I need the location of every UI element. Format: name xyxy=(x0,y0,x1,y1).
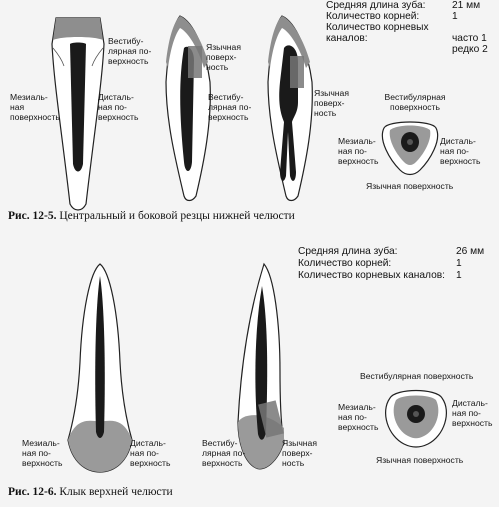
info2-avg-length-value: 26 мм xyxy=(456,246,485,257)
info-avg-length-value: 21 мм xyxy=(452,0,481,11)
info-canals-value-line1: часто 1 xyxy=(452,33,487,44)
label2-cross-vestibular: Вестибулярная поверхность xyxy=(360,371,474,381)
caption-text: Центральный и боковой резцы нижней челюсти xyxy=(59,210,295,222)
label-distal-surface: Дисталь- ная по- верхность xyxy=(98,92,139,122)
caption-number: Рис. 12-6. xyxy=(8,486,57,498)
label-lingual-surface-2: Язычная поверх- ность xyxy=(314,88,349,118)
label-cross-vestibular: Вестибулярная поверхность xyxy=(384,92,446,112)
info-roots-value: 1 xyxy=(452,11,458,22)
label-lingual-surface-1: Язычная поверх- ность xyxy=(206,42,241,72)
figure-12-6-caption xyxy=(8,486,173,498)
label-cross-distal: Дисталь- ная по- верхность xyxy=(440,136,481,166)
info2-canals-label: Количество корневых каналов: xyxy=(298,270,445,281)
figure-12-5-caption xyxy=(8,210,295,222)
info-canals-label-line1: Количество корневых xyxy=(326,22,429,33)
info2-canals-value: 1 xyxy=(456,270,462,281)
label-cross-lingual: Язычная поверхность xyxy=(366,181,454,191)
label-vestibular-surface-2: Вестибу- лярная по- верхность xyxy=(208,92,252,122)
caption-text: Клык верхней челюсти xyxy=(59,486,173,498)
info-roots-label: Количество корней: xyxy=(326,11,420,22)
label2-distal-surface: Дисталь- ная по- верхность xyxy=(130,438,171,468)
info-canals-label-line2: каналов: xyxy=(326,33,368,44)
incisor-cross-section-illustration xyxy=(378,118,442,176)
canine-front-view-illustration xyxy=(62,262,138,474)
label-cross-mesial: Мезиаль- ная по- верхность xyxy=(338,136,379,166)
info-avg-length-label: Средняя длина зуба: xyxy=(326,0,426,11)
label2-cross-lingual: Язычная поверхность xyxy=(376,455,464,465)
info2-avg-length-label: Средняя длина зуба: xyxy=(298,246,398,257)
label-mesial-surface: Мезиаль- ная поверхность xyxy=(10,92,60,122)
label2-cross-distal: Дисталь- ная по- верхность xyxy=(452,398,493,428)
label-vestibular-surface-1: Вестибу- лярная по- верхность xyxy=(108,36,152,66)
label2-lingual-surface: Язычная поверх- ность xyxy=(282,438,317,468)
caption-number: Рис. 12-5. xyxy=(8,210,57,222)
info2-roots-value: 1 xyxy=(456,258,462,269)
label2-vestibular-surface: Вестибу- лярная по- верхность xyxy=(202,438,246,468)
info2-roots-label: Количество корней: xyxy=(298,258,392,269)
incisor-side-view-two-canals-illustration xyxy=(258,12,318,202)
label2-cross-mesial: Мезиаль- ная по- верхность xyxy=(338,402,379,432)
label2-mesial-surface: Мезиаль- ная по- верхность xyxy=(22,438,63,468)
canine-cross-section-illustration xyxy=(380,386,452,450)
info-canals-value-line2: редко 2 xyxy=(452,44,488,55)
